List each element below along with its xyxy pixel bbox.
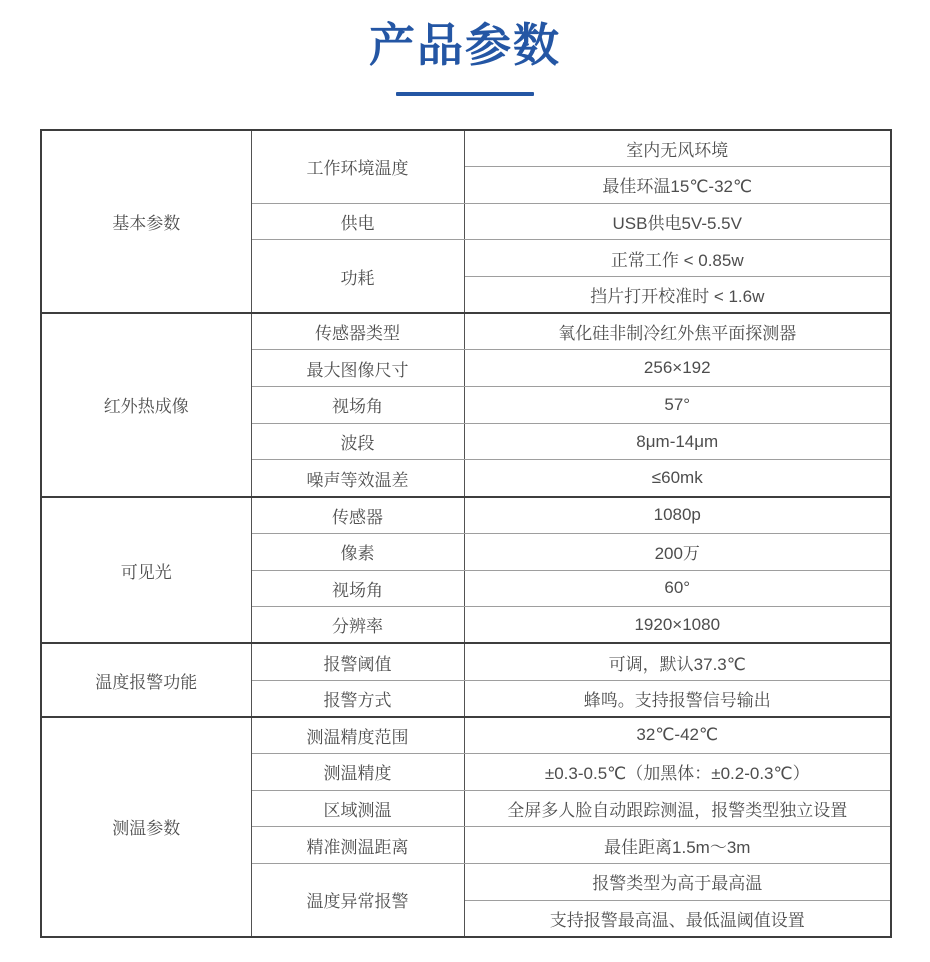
value-cell: ≤60mk — [464, 460, 891, 497]
value-cell: 32℃-42℃ — [464, 717, 891, 754]
category-cell: 可见光 — [41, 497, 251, 644]
category-cell: 温度报警功能 — [41, 643, 251, 716]
param-cell: 工作环境温度 — [251, 130, 464, 203]
param-cell: 最大图像尺寸 — [251, 350, 464, 387]
value-cell: 支持报警最高温、最低温阈值设置 — [464, 900, 891, 937]
param-cell: 测温精度 — [251, 753, 464, 790]
param-cell: 视场角 — [251, 570, 464, 607]
category-cell: 测温参数 — [41, 717, 251, 937]
value-cell: 最佳距离1.5m～3m — [464, 827, 891, 864]
param-cell: 报警方式 — [251, 680, 464, 717]
value-cell: 200万 — [464, 533, 891, 570]
value-cell: 正常工作 < 0.85w — [464, 240, 891, 277]
value-cell: 挡片打开校准时 < 1.6w — [464, 277, 891, 314]
table-row — [41, 130, 891, 167]
value-cell: 8μm-14μm — [464, 423, 891, 460]
title-underline-decoration — [396, 92, 534, 96]
table-row — [41, 497, 891, 534]
value-cell: 全屏多人脸自动跟踪测温，报警类型独立设置 — [464, 790, 891, 827]
value-cell: 最佳环温15℃-32℃ — [464, 166, 891, 203]
table-row — [41, 643, 891, 680]
param-cell: 温度异常报警 — [251, 864, 464, 937]
param-cell: 功耗 — [251, 240, 464, 313]
value-cell: 可调，默认37.3℃ — [464, 643, 891, 680]
value-cell: 60° — [464, 570, 891, 607]
value-cell: 报警类型为高于最高温 — [464, 864, 891, 901]
param-cell: 噪声等效温差 — [251, 460, 464, 497]
table-row — [41, 717, 891, 754]
value-cell: 氧化硅非制冷红外焦平面探测器 — [464, 313, 891, 350]
param-cell: 波段 — [251, 423, 464, 460]
param-cell: 分辨率 — [251, 607, 464, 644]
value-cell: 蜂鸣。支持报警信号输出 — [464, 680, 891, 717]
value-cell: 室内无风环境 — [464, 130, 891, 167]
param-cell: 供电 — [251, 203, 464, 240]
value-cell: 1080p — [464, 497, 891, 534]
value-cell: 256×192 — [464, 350, 891, 387]
param-cell: 报警阈值 — [251, 643, 464, 680]
category-cell: 基本参数 — [41, 130, 251, 313]
value-cell: 57° — [464, 387, 891, 424]
table-row — [41, 313, 891, 350]
param-cell: 传感器类型 — [251, 313, 464, 350]
param-cell: 传感器 — [251, 497, 464, 534]
value-cell: ±0.3-0.5℃（加黑体：±0.2-0.3℃） — [464, 753, 891, 790]
param-cell: 像素 — [251, 533, 464, 570]
value-cell: 1920×1080 — [464, 607, 891, 644]
param-cell: 视场角 — [251, 387, 464, 424]
spec-table — [40, 129, 892, 938]
page-title: 产品参数 — [369, 19, 561, 71]
param-cell: 区域测温 — [251, 790, 464, 827]
category-cell: 红外热成像 — [41, 313, 251, 496]
value-cell: USB供电5V-5.5V — [464, 203, 891, 240]
param-cell: 精准测温距离 — [251, 827, 464, 864]
param-cell: 测温精度范围 — [251, 717, 464, 754]
